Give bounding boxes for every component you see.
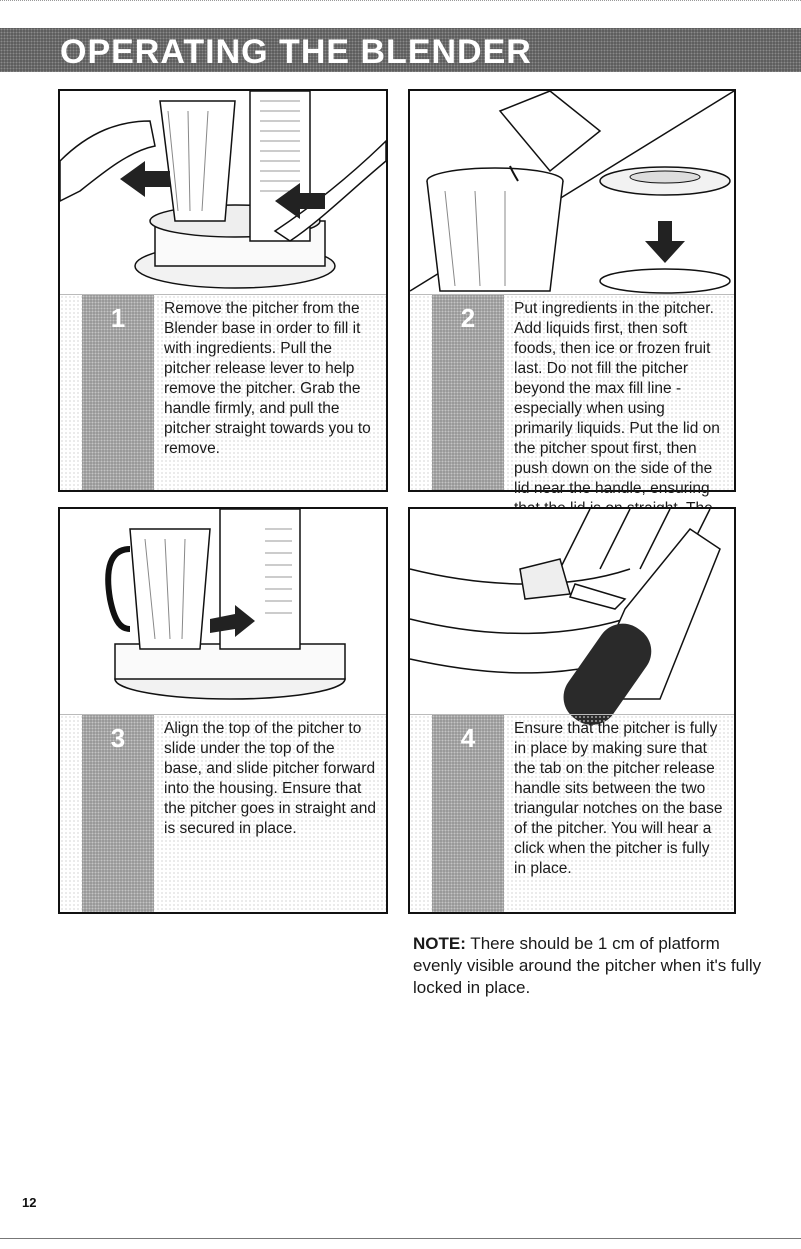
step-text: Remove the pitcher from the Blender base in order to fill it with ingredients. Pull the pitcher release lever to help remove the pitcher. Grab the handle firmly, and pull the pitcher straight towards you to remove. <box>164 300 371 457</box>
step-panel-2 <box>408 89 736 497</box>
step-number: 2 <box>460 303 476 333</box>
step-number: 1 <box>110 303 126 333</box>
step-number-badge <box>432 295 504 490</box>
step-text: Align the top of the pitcher to slide under the top of the base, and slide pitcher forward into the housing. Ensure that the pitcher goes in straight and is secured in place. <box>164 720 376 837</box>
step-caption <box>60 294 386 490</box>
step-text: Ensure that the pitcher is fully in place by making sure that the tab on the pitcher release handle sits between the two triangular notches on the base of the pitcher. You will hear a click when the pitcher is fully in place. <box>514 720 723 877</box>
section-title: OPERATING THE BLENDER <box>60 33 532 71</box>
step-panel-1 <box>58 89 388 492</box>
step-number: 4 <box>460 723 476 753</box>
section-banner <box>0 28 801 72</box>
bottom-rule <box>0 1238 801 1239</box>
step-caption <box>410 714 734 912</box>
page-number: 12 <box>22 1195 37 1210</box>
step-panel-3 <box>58 507 388 914</box>
note-paragraph <box>413 933 773 999</box>
top-rule <box>0 0 801 5</box>
step-caption <box>60 714 386 912</box>
step-text: Put ingredients in the pitcher. Add liquids first, then soft foods, then ice or frozen fruit last. Do not fill the pitcher beyond the max fill line - especially when using primarily liquids. Put the lid on the pitcher spout first, then push down on the side of the lid near the handle, ensuring <box>514 300 720 497</box>
step-number-badge <box>82 715 154 912</box>
step-number-badge <box>432 715 504 912</box>
note-label: NOTE: <box>413 934 466 953</box>
step-panel-4 <box>408 507 736 914</box>
release-handle-closeup-illustration <box>410 509 734 709</box>
step-number: 3 <box>110 723 126 753</box>
pouring-ingredients-illustration <box>410 91 734 297</box>
hand-removing-pitcher-illustration <box>60 91 386 297</box>
note-text: There should be 1 cm of platform evenly visible around the pitcher when it's fully locked in place. <box>413 934 762 997</box>
step-number-badge <box>82 295 154 490</box>
sliding-pitcher-into-base-illustration <box>60 509 386 709</box>
step-caption <box>410 294 734 497</box>
